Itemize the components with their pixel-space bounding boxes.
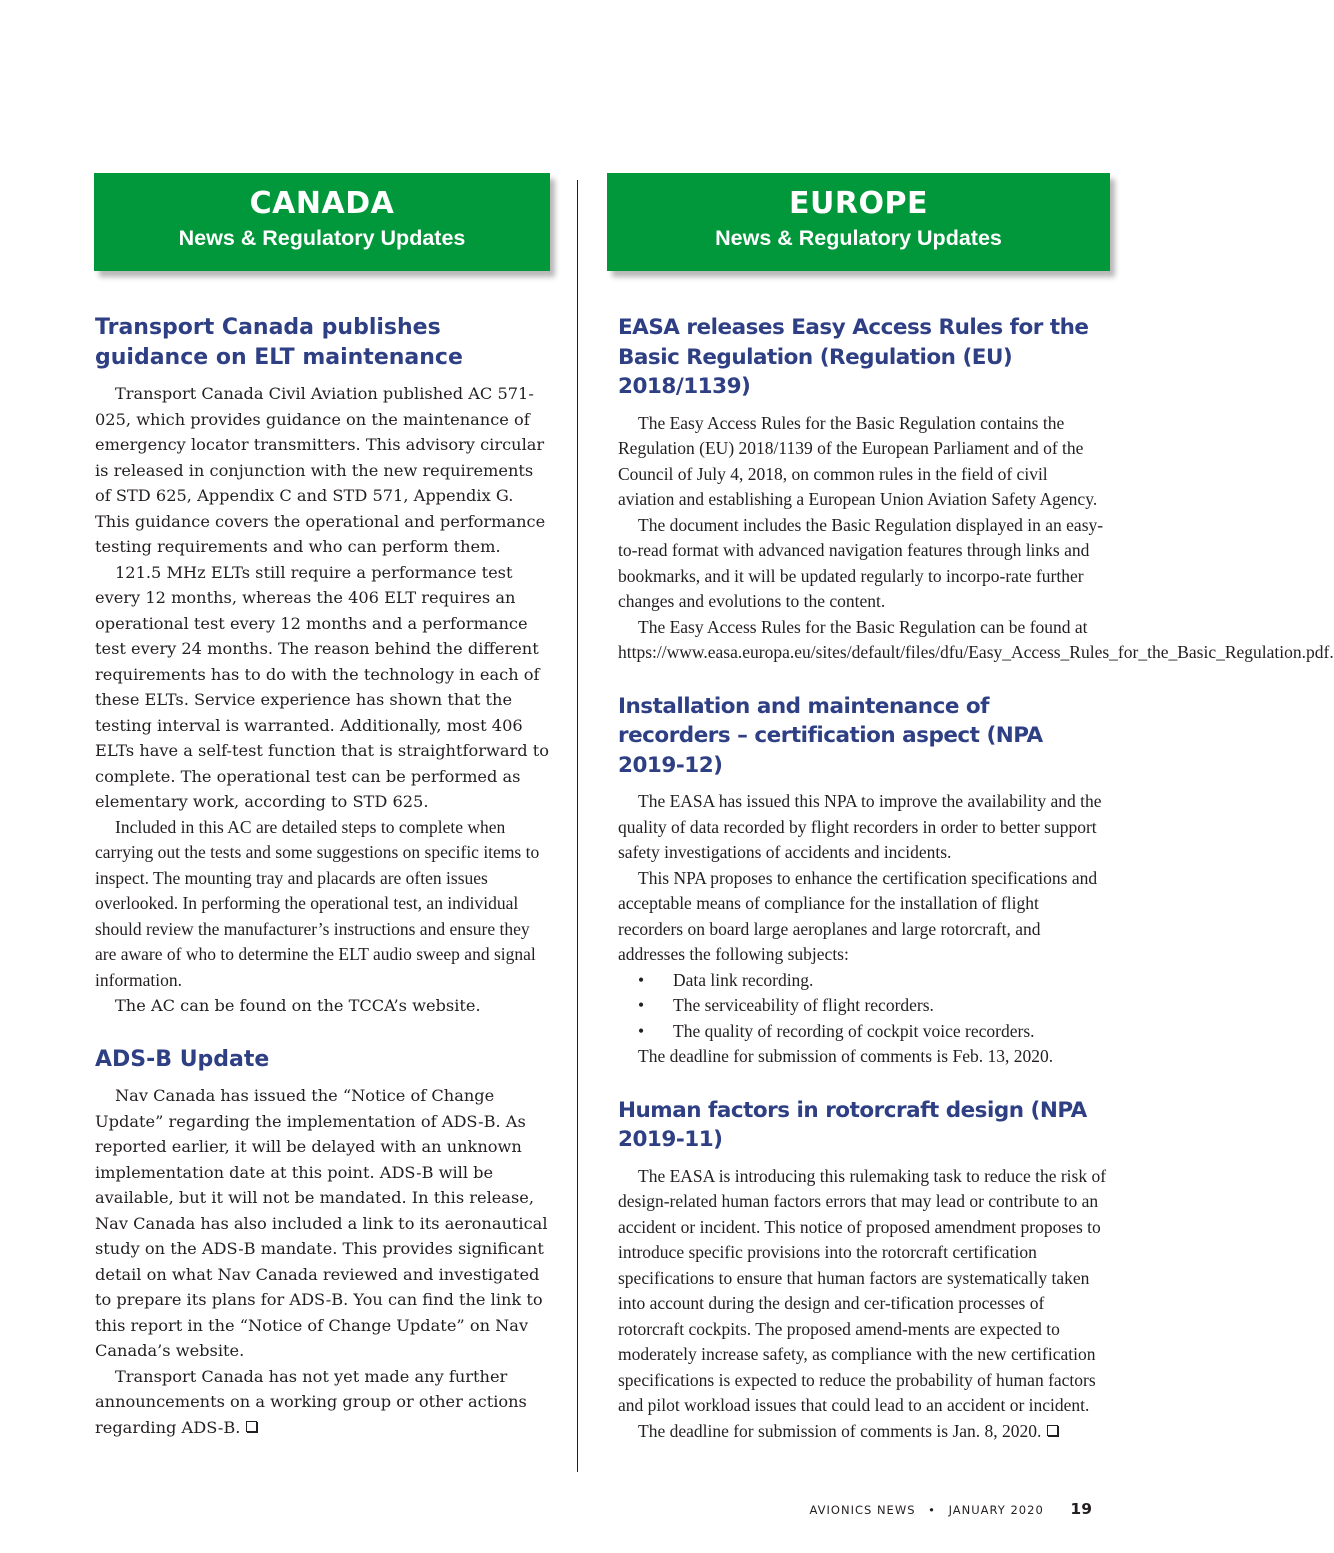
- recorders-article-paragraph: The deadline for submission of comments is Feb. 13, 2020.: [638, 1046, 1054, 1066]
- recorders-article-paragraph: This NPA proposes to enhance the certification specifications and acceptable means of compliance for the installation of flight recorders on board large aeroplanes and large rotorcraft, and addresses the following subjects:: [618, 867, 1098, 964]
- end-of-article-icon: [1047, 1425, 1058, 1436]
- easa-easy-access-article: [618, 313, 1334, 666]
- adsb-article: [95, 1045, 550, 1441]
- human-factors-closing-text: The deadline for submission of comments is Jan. 8, 2020.: [638, 1420, 1042, 1441]
- human-factors-article-paragraph: [618, 1419, 1108, 1445]
- elt-article-paragraph: Included in this AC are detailed steps to complete when carrying out the tests and some suggestions on specific items to inspect. The mounting tray and placards are often issues overlooked. In performing the operational test, an individual should review the manufacturer’s instructions and ensure they are aware of who to determine the ELT audio sweep and signal information.: [95, 816, 540, 990]
- adsb-article-closing-text: Transport Canada has not yet made any further announcements on a working group or other actions regarding ADS-B.: [95, 1366, 527, 1437]
- recorders-article-paragraph: The EASA has issued this NPA to improve the availability and the quality of data recorded by flight recorders in order to better support safety investigations of accidents and incidents.: [618, 791, 1102, 862]
- canada-banner: [94, 173, 550, 271]
- list-item: [618, 993, 1108, 1019]
- human-factors-article-heading: Human factors in rotorcraft design (NPA 2019-11): [618, 1097, 1087, 1152]
- recorders-subject-list: [618, 968, 1108, 1045]
- bullet-icon: •: [638, 995, 645, 1015]
- europe-banner-title: EUROPE: [789, 186, 928, 221]
- bullet-icon: •: [638, 1020, 645, 1041]
- recorders-article: [618, 692, 1108, 1070]
- canada-banner-subtitle: News & Regulatory Updates: [178, 226, 466, 250]
- adsb-article-paragraph: Nav Canada has issued the “Notice of Change Update” regarding the implementation of ADS-B. As reported earlier, it will be delayed with an unknown implementation date at this point. ADS-B will be available, but it will not be mandated. In this release, Nav Canada has also included a link to its aeronautical study on the ADS-B mandate. This provides significant detail on what Nav Canada reviewed and investigated to prepare its plans for ADS-B. You can find the link to this report in the “Notice of Change Update” on Nav Canada’s website.: [95, 1086, 548, 1360]
- easa-easy-access-paragraph: The Easy Access Rules for the Basic Regulation can be found at https://www.easa.europa.eu/sites/default/files/dfu/Easy_Access_Rules_for_the_Basic_Regulation.pdf.: [618, 616, 1334, 662]
- human-factors-article: [618, 1096, 1108, 1445]
- europe-column: [618, 313, 1334, 1444]
- bullet-icon: •: [638, 969, 645, 990]
- column-divider: [577, 180, 578, 1472]
- list-item-text: The serviceability of flight recorders.: [673, 995, 934, 1015]
- easa-easy-access-paragraph: The document includes the Basic Regulation displayed in an easy-to-read format with advanced navigation features through links and bookmarks, and it will be updated regularly to incorpo-rate further changes and evolutions to the content.: [618, 514, 1104, 611]
- elt-article-paragraph: Transport Canada Civil Aviation published AC 571-025, which provides guidance on the maintenance of emergency locator transmitters. This advisory circular is released in conjunction with the new requirements of STD 625, Appendix C and STD 571, Appendix G. This guidance covers the operational and performance testing requirements and who can perform them.: [95, 384, 546, 556]
- adsb-article-paragraph: [95, 1364, 550, 1441]
- end-of-article-icon: [246, 1421, 257, 1432]
- easa-easy-access-heading: EASA releases Easy Access Rules for the Basic Regulation (Regulation (EU) 2018/1139): [618, 315, 1089, 399]
- elt-article-paragraph: 121.5 MHz ELTs still require a performance test every 12 months, whereas the 406 ELT requires an operational test every 12 months and a performance test every 24 months. The reason behind the different requirements has to do with the technology in each of these ELTs. Service experience has shown that the testing interval is warranted. Additionally, most 406 ELTs have a self-test function that is straightforward to complete. The operational test can be performed as elementary work, according to STD 625.: [95, 562, 549, 811]
- europe-banner-subtitle: News & Regulatory Updates: [715, 226, 1002, 250]
- list-item-text: The quality of recording of cockpit voice recorders.: [673, 1020, 1035, 1041]
- easa-easy-access-paragraph: The Easy Access Rules for the Basic Regulation contains the Regulation (EU) 2018/1139 of the European Parliament and of the Council of July 4, 2018, on common rules in the field of civil aviation and establishing a European Union Aviation Safety Agency.: [618, 412, 1098, 509]
- page-number: 19: [1070, 1500, 1092, 1518]
- canada-banner-title: CANADA: [249, 186, 395, 221]
- recorders-article-heading: Installation and maintenance of recorders – certification aspect (NPA 2019-12): [618, 693, 1043, 778]
- page-footer: [810, 1500, 1092, 1518]
- footer-separator: •: [928, 1503, 936, 1517]
- adsb-article-heading: ADS-B Update: [95, 1046, 270, 1072]
- list-item-text: Data link recording.: [673, 969, 814, 990]
- list-item: [618, 968, 1108, 994]
- elt-article-heading: Transport Canada publishes guidance on ELT maintenance: [95, 315, 463, 370]
- list-item: [618, 1019, 1108, 1045]
- canada-column: [95, 313, 550, 1440]
- publication-name: AVIONICS NEWS: [809, 1503, 916, 1517]
- elt-article-paragraph: The AC can be found on the TCCA’s website.: [115, 996, 481, 1015]
- human-factors-article-paragraph: The EASA is introducing this rulemaking task to reduce the risk of design-related human factors errors that may lead or contribute to an accident or incident. This notice of proposed amendment proposes to introduce specific provisions into the rotorcraft certification specifications to ensure that human factors are systematically taken into account during the design and cer-tification processes of rotorcraft cockpits. The proposed amend-ments are expected to moderately increase safety, as compliance with the new certification specifications is expected to reduce the probability of human factors and pilot workload issues that could lead to an accident or incident.: [618, 1165, 1107, 1415]
- europe-banner: [607, 173, 1110, 271]
- elt-article: [95, 313, 550, 1019]
- issue-date: JANUARY 2020: [948, 1503, 1044, 1517]
